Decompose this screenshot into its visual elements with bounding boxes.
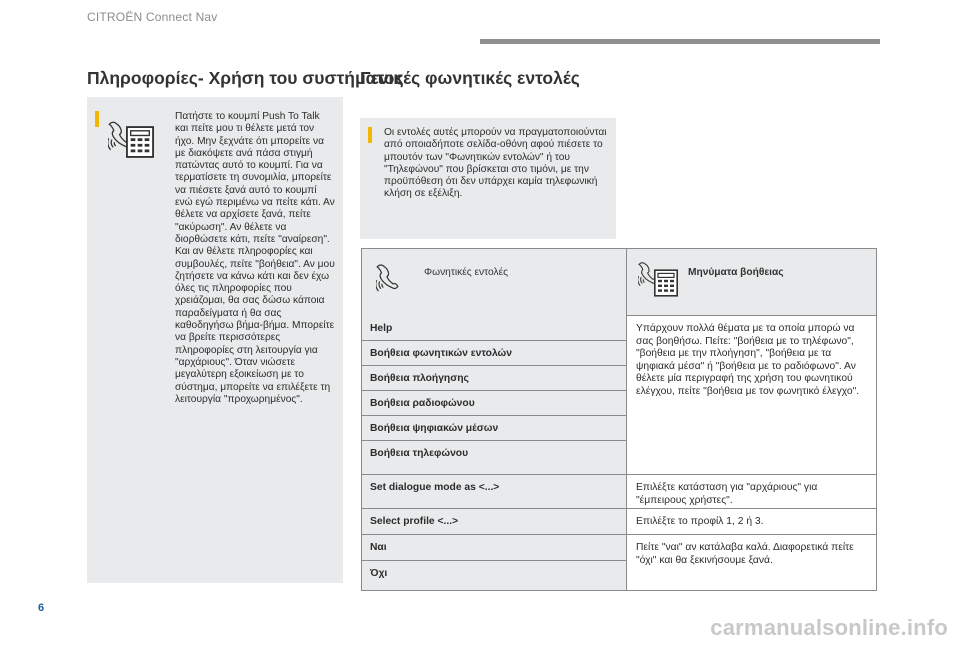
command-yes: Ναι [370,542,387,553]
command-help: Help [370,323,393,334]
command-media-help: Βοήθεια ψηφιακών μέσων [370,423,499,434]
phone-keypad-icon [654,269,678,297]
row-divider [362,508,876,509]
voice-commands-table [361,248,877,591]
command-radio-help: Βοήθεια ραδιοφώνου [370,398,475,409]
usage-info-text: Πατήστε το κουμπί Push To Talk και πείτε μου τι θέλετε μετά τον ήχο. Μην ξεχνάτε ότι μπορείτε να με διακόψετε ανά πάσα στιγμή πατώντας αυτό το κουμπί. Για να τερματίσετε τη συνομιλία, μπορείτε να πιέσετε ξανά αυτό το κουμπί ενώ εγώ περιμένω να πείτε κάτι. Αν θέλετε να αρχίσετε ξανά, πείτε "ακύρωση". Αν θέλετε να διορθώσετε κάτι, πείτε "αναίρεση". Και αν θέλετε πληροφορίες και συμβουλές, πείτε "βοήθεια". Αν μου ζητήσετε να κάνω κάτι και δεν έχω όλες τις πληροφορίες που χρειάζομαι, θα σας δώσω κάποια παραδείγματα ή θα σας καθοδηγήσω βήμα-βήμα. Μπορείτε να βρείτε περισσότερες πληροφορίες στη λειτουργία για "αρχάριους". Όταν νιώσετε μεγαλύτερη εξοικείωση με το σύστημα, μπορείτε να επιλέξετε τη λειτουργία "προχωρημένος". [175,111,335,405]
phone-keypad-icon [126,126,154,158]
command-select-profile: Select profile <...> [370,516,459,527]
header-bar [480,39,880,44]
page-number: 6 [38,602,45,614]
info-icon [368,127,374,145]
command-navigation-help: Βοήθεια πλοήγησης [370,373,469,384]
right-section-title: Γενικές φωνητικές εντολές [360,68,580,88]
row-divider [362,440,626,441]
header-help-messages: Μηνύματα βοήθειας [688,267,784,278]
row-divider [362,560,626,561]
header-brand: CITROËN Connect Nav [87,10,218,24]
header-voice-commands: Φωνητικές εντολές [424,267,509,278]
left-section-title: Πληροφορίες- Χρήση του συστήματος [87,68,404,88]
general-commands-info-text: Οι εντολές αυτές μπορούν να πραγματοποιούνται από οποιαδήποτε σελίδα-οθόνη αφού πιέσετε το μπουτόν των "Φωνητικών εντολών" ή του "Τηλεφώνου" που βρίσκεται στο τιμόνι, με την προϋπόθεση ότι δεν υπάρχει καμία τηλεφωνική κλήση σε εξέλιξη. [384,127,607,200]
voice-command-icon [376,263,410,295]
help-message: Υπάρχουν πολλά θέματα με τα οποία μπορώ να σας βοηθήσω. Πείτε: "βοήθεια με το τηλέφωνο", "βοήθεια με την πλοήγηση", "βοήθεια με τα ψηφιακά μέσα" ή "βοήθεια με το ραδιόφωνο". Αν θέλετε μία περιγραφή της χρήση του φωνητικού ελέγχου, πείτε "βοήθεια με τον φωνητικό έλεγχο". [636,323,860,397]
row-divider [362,340,626,341]
info-icon [95,111,101,129]
watermark: carmanualsonline.info [710,615,948,640]
command-dialogue-mode: Set dialogue mode as <...> [370,482,500,493]
table-header [362,249,876,316]
command-phone-help: Βοήθεια τηλεφώνου [370,448,469,459]
row-divider [362,365,626,366]
dialogue-mode-message: Επιλέξτε κατάσταση για "αρχάριους" για "έμπειρους χρήστες". [636,482,818,506]
row-divider [362,390,626,391]
row-divider [362,534,876,535]
row-divider [362,474,876,475]
column-divider [626,249,627,590]
row-divider [362,415,626,416]
yes-no-message: Πείτε "ναι" αν κατάλαβα καλά. Διαφορετικά πείτε "όχι" και θα ξεκινήσουμε ξανά. [636,542,854,566]
select-profile-message: Επιλέξτε το προφίλ 1, 2 ή 3. [636,516,764,527]
command-no: Όχι [370,568,388,579]
command-voice-help: Βοήθεια φωνητικών εντολών [370,348,512,359]
